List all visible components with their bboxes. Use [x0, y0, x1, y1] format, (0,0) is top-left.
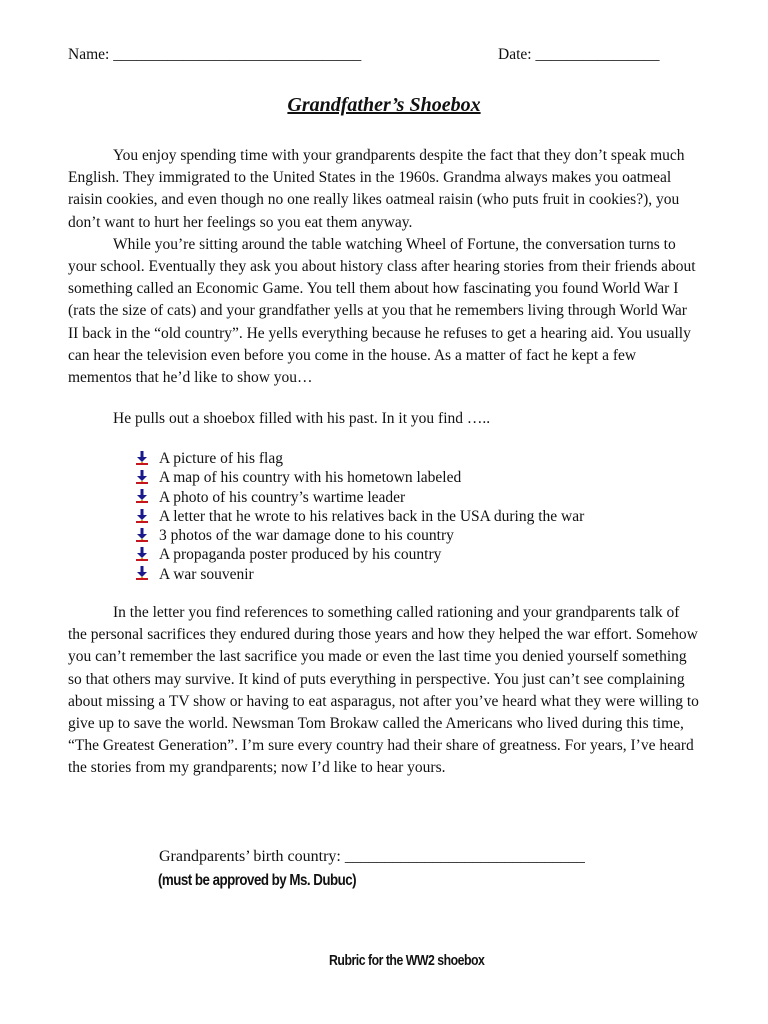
list-item — [134, 468, 584, 487]
list-item-label: 3 photos of the war damage done to his country — [159, 527, 454, 545]
rubric-heading-text: Rubric for the WW2 shoebox — [328, 952, 485, 969]
arrow-down-bar-icon — [134, 450, 150, 466]
list-item-label: A propaganda poster produced by his country — [159, 546, 442, 564]
paragraph-2: While you’re sitting around the table watching Wheel of Fortune, the conversation turns to your school. Eventually they ask you about history class after hearing stories from their friends about something called an Economic Game. You tell them about how fascinating you found World War I (rats the size of cats) and your grandfather yells at you that he remembers living through World War II back in the “old country”. He yells everything because he refuses to get a hearing aid. You usually can hear the television even before you come in the house. As a matter of fact he kept a few mementos that he’d like to show you… — [68, 235, 696, 387]
list-item — [134, 449, 584, 468]
list-item — [134, 526, 584, 545]
list-item — [134, 507, 584, 526]
arrow-down-bar-icon — [134, 488, 150, 504]
arrow-down-bar-icon — [134, 565, 150, 581]
header-row — [68, 46, 708, 66]
arrow-down-bar-icon — [134, 508, 150, 524]
list-item-label: A map of his country with his hometown labeled — [159, 469, 462, 487]
arrow-down-bar-icon — [134, 527, 150, 543]
list-item-label: A photo of his country’s wartime leader — [159, 488, 406, 506]
date-field[interactable]: Date: ________________ — [498, 46, 660, 63]
story-text — [68, 145, 700, 389]
arrow-down-bar-icon — [134, 546, 150, 562]
closing-text — [68, 602, 700, 780]
page-title: Grandfather’s Shoebox — [287, 94, 481, 116]
list-item-label: A letter that he wrote to his relatives back in the USA during the war — [159, 507, 585, 525]
list-item-label: A war souvenir — [159, 565, 254, 583]
list-item — [134, 565, 584, 584]
shoebox-intro: He pulls out a shoebox filled with his past. In it you find ….. — [113, 410, 491, 427]
rubric-heading — [0, 952, 768, 969]
arrow-down-bar-icon — [134, 469, 150, 485]
list-item-label: A picture of his flag — [159, 450, 283, 467]
approval-note: (must be approved by Ms. Dubuc) — [158, 872, 357, 889]
shoebox-item-list — [134, 449, 584, 584]
paragraph-3: In the letter you find references to something called rationing and your grandparents talk of the personal sacrifices they endured during those years and how they helped the war effort. Somehow you can’t remember the last sacrifice you made or even the last time you denied yourself something so that others may survive. It kind of puts everything in perspective. You just can’t see complaining about missing a TV show or having to eat asparagus, not after you’ve heard what they were willing to give up to save the world. Newsman Tom Brokaw called the Americans who lived during this time, “The Greatest Generation”. I’m sure every country had their share of greatness. For years, I’ve heard the stories from my grandparents; now I’d like to hear yours. — [68, 604, 699, 777]
list-item — [134, 545, 584, 564]
paragraph-1: You enjoy spending time with your grandparents despite the fact that they don’t speak much English. They immigrated to the United States in the 1960s. Grandma always makes you oatmeal raisin cookies, and even though no one really likes oatmeal raisin (who puts fruit in cookies?), you don’t want to hurt her feelings so you eat them anyway. — [68, 147, 685, 231]
list-item — [134, 488, 584, 507]
birth-country-field[interactable]: Grandparents’ birth country: ______________________________ — [159, 848, 585, 865]
name-field[interactable]: Name: ________________________________ — [68, 46, 362, 63]
